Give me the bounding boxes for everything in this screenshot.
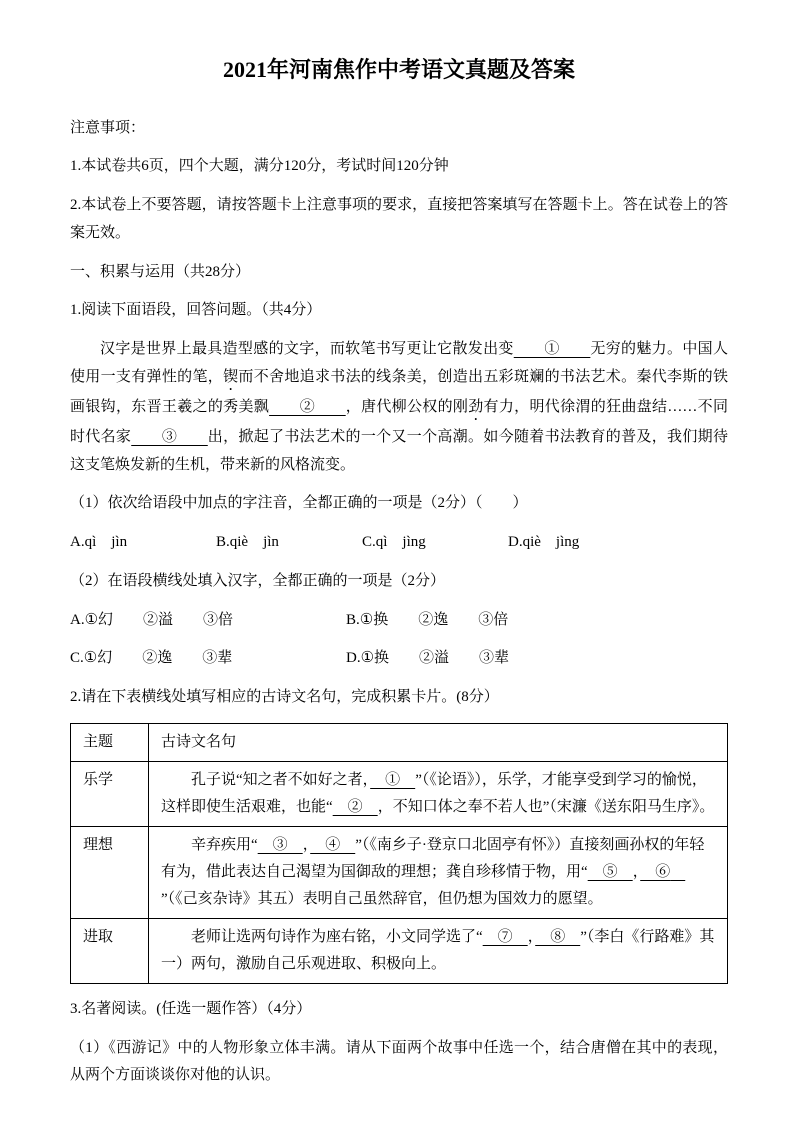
table-header-theme: 主题 [71,723,149,761]
notice-item-1: 1.本试卷共6页，四个大题，满分120分，考试时间120分钟 [70,158,449,175]
text-run: ”（《论语》），乐学，才能享受到学习的愉悦，这样即使生活艰难，也能“ [161,771,707,815]
blank-underline: ② [332,798,378,815]
verse-cell-jinqu [149,918,728,983]
emphasized-char: 锲 [223,368,239,385]
notice-item-2: 2.本试卷上不要答题，请按答题卡上注意事项的要求，直接把答案填写在答题卡上。答在试卷上的答案无效。 [70,197,728,241]
blank-underline: ② [269,398,346,415]
text-run: 孔子说“知之者不如好之者， [191,771,371,788]
option-a: A.①幻 ②溢 ③倍 [70,611,234,628]
theme-cell-lixiang: 理想 [71,826,149,918]
text-run: ”（《南乡子·登京口北固亭有怀》）直接刻画孙权的年轻有为，借此表达自己渴望为国御敌的理想；龚自珍移情于物，用“ [161,836,705,880]
option-d: D.①换 ②溢 ③辈 [346,650,510,667]
text-run: 出，掀起了书法艺术的一个又一个高潮。如今随着书法教育的普及，我们期待这支笔焕发新的生机，带来新的风格流变。 [70,428,728,473]
blank-underline: ① [513,341,591,358]
blank-underline: ③ [257,836,303,853]
blank-underline: ⑦ [482,928,528,945]
option-c: C.qì jìng [362,534,426,551]
blank-underline: ⑥ [640,863,686,880]
question-1-passage [70,336,728,479]
page-title: 2021年河南焦作中考语文真题及答案 [222,57,575,82]
text-run: 而不舍地追求书法的线条美，创造出五彩斑斓的书法艺术。秦代李斯的铁画银钩，东晋王羲之的秀美飘 [70,368,728,415]
table-header-row [71,723,728,761]
text-run: ，唐代柳公权的刚 [345,398,469,415]
question-1-2-options-row-2 [70,645,728,673]
text-run: ，不知口体之奉不若人也”（宋濂《送东阳马生序》。 [377,798,715,815]
table-row-lixiang [71,826,728,918]
question-1-1-stem: （1）依次给语段中加点的字注音，全都正确的一项是（2分）（ ） [70,495,528,512]
table-row-jinqu [71,918,728,983]
option-d: D.qiè jìng [508,534,580,551]
notices-heading: 注意事项： [70,119,146,136]
text-run: 辛弃疾用“ [191,836,258,853]
theme-cell-lexue: 乐学 [71,761,149,826]
theme-cell-jinqu: 进取 [71,918,149,983]
text-run: ， [527,928,536,945]
blank-underline: ⑤ [587,863,633,880]
blank-underline: ③ [131,428,208,445]
emphasized-char: 劲 [468,398,484,415]
verse-cell-lixiang [149,826,728,918]
blank-underline: ④ [310,836,356,853]
text-run: 有力，明代徐渭的狂曲盘结……不同时代名家 [70,398,728,445]
question-3-stem: 3.名著阅读。(任选一题作答）（4分） [70,1000,312,1017]
section-1-heading: 一、积累与运用（共28分） [70,263,251,280]
question-3-1-text: （1）《西游记》中的人物形象立体丰满。请从下面两个故事中任选一个，结合唐僧在其中的表现，从两个方面谈谈你对他的认识。 [70,1039,728,1084]
verse-cell-lexue [149,761,728,826]
text-run: ”（《己亥杂诗》其五）表明自己虽然辞官，但仍想为国效力的愿望。 [161,890,603,907]
accumulation-card-table [70,723,728,984]
question-1-1-options [70,529,728,557]
blank-underline: ① [370,771,416,788]
text-run: ”（李白《行路难》其一）两句，激励自己乐观进取、积极向上。 [161,928,715,972]
text-run: ， [632,863,641,880]
text-run: 老师让选两句诗作为座右铭，小文同学选了“ [191,928,483,945]
text-run: 汉字是世界上最具造型感的文字，而软笔书写更让它散发出变 [100,341,514,358]
table-row-lexue [71,761,728,826]
option-c: C.①幻 ②逸 ③辈 [70,650,233,667]
blank-underline: ⑧ [535,928,581,945]
question-1-stem: 1.阅读下面语段，回答问题。（共4分） [70,302,322,319]
text-run: ， [302,836,311,853]
question-2-stem: 2.请在下表横线处填写相应的古诗文名句，完成积累卡片。(8分） [70,689,499,706]
table-header-verse: 古诗文名句 [149,723,728,761]
question-1-2-options-row-1 [70,607,728,635]
option-b: B.①换 ②逸 ③倍 [346,611,509,628]
option-b: B.qiè jìn [216,534,279,551]
option-a: A.qì jìn [70,534,128,551]
text-run: 无穷的魅力。中国人使用一支有弹性的笔， [70,341,728,385]
question-1-2-stem: （2）在语段横线处填入汉字，全都正确的一项是（2分） [70,572,446,589]
